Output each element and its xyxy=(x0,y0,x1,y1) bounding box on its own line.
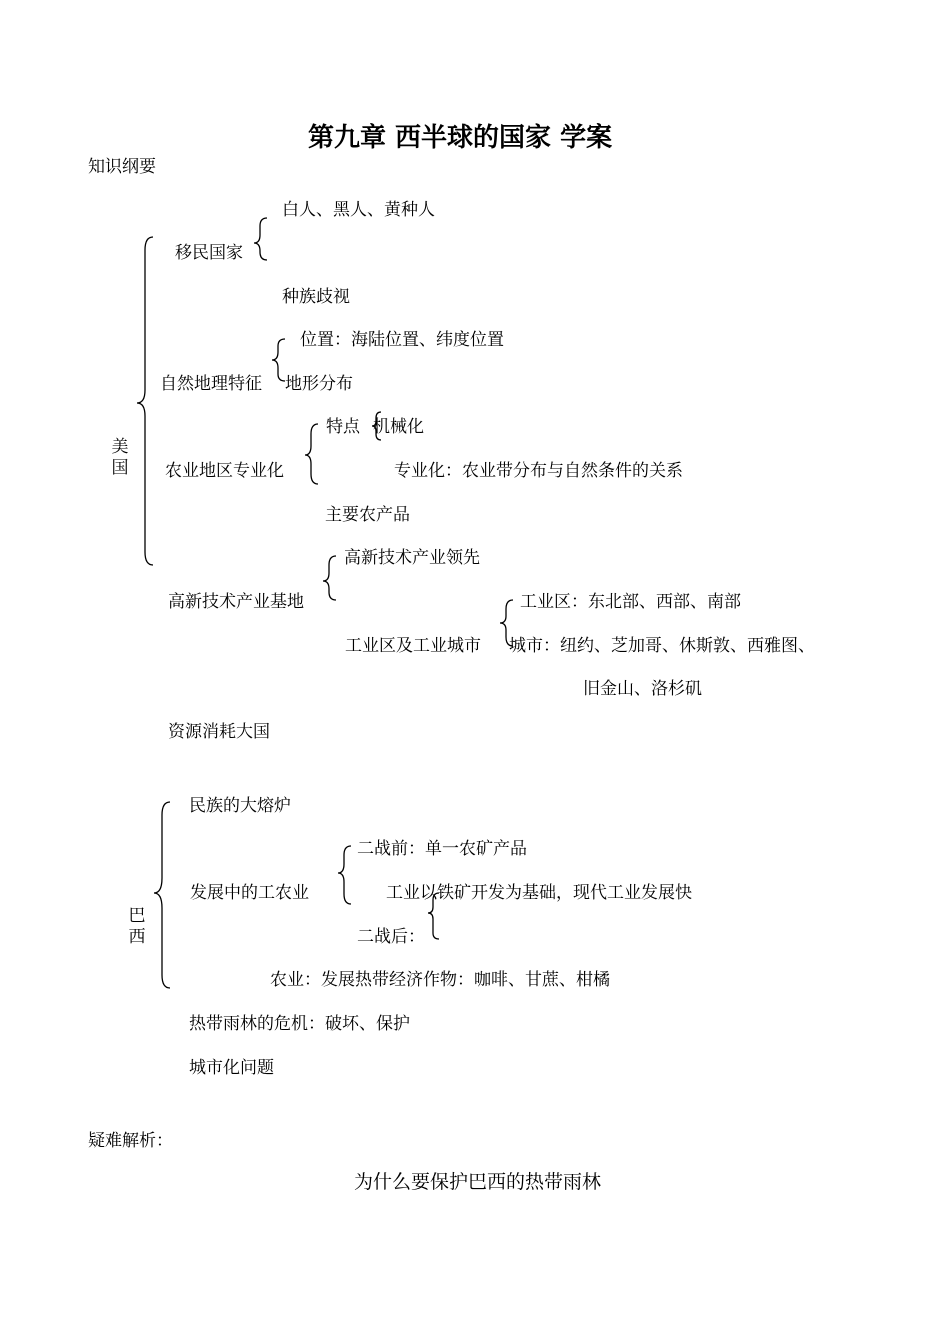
industry-text: 工业以铁矿开发为基础，现代工业发展快 xyxy=(386,883,692,903)
immigrants-label: 移民国家 xyxy=(175,243,243,263)
terrain-text: 地形分布 xyxy=(285,374,353,394)
agri-feature-text: 特点 xyxy=(326,417,360,437)
specialized-text: 专业化：农业带分布与自然条件的关系 xyxy=(394,461,683,481)
industrial-zones-text: 工业区：东北部、西部、南部 xyxy=(520,592,741,612)
mechanized-text: 机械化 xyxy=(373,417,424,437)
resource-text: 资源消耗大国 xyxy=(168,722,270,742)
products-text: 主要农产品 xyxy=(325,505,410,525)
discrimination-text: 种族歧视 xyxy=(282,287,350,307)
cities-text: 城市：纽约、芝加哥、休斯敦、西雅图、 xyxy=(509,636,815,656)
hitech-lead-text: 高新技术产业领先 xyxy=(344,548,480,568)
nature-label: 自然地理特征 xyxy=(160,374,262,394)
brazil-label: 巴西 xyxy=(128,906,146,947)
dev-label: 发展中的工农业 xyxy=(190,883,309,903)
question-text: 为什么要保护巴西的热带雨林 xyxy=(354,1171,602,1193)
cities-cont-text: 旧金山、洛杉矶 xyxy=(583,679,702,699)
usa-brace xyxy=(137,237,153,565)
hitech-label: 高新技术产业基地 xyxy=(168,592,304,612)
position-text: 位置：海陆位置、纬度位置 xyxy=(300,330,504,350)
nature-brace xyxy=(272,339,285,381)
hitech-brace xyxy=(323,556,336,600)
prewar-text: 二战前：单一农矿产品 xyxy=(357,839,527,859)
melting-pot-text: 民族的大熔炉 xyxy=(189,796,291,816)
usa-label: 美国 xyxy=(111,437,129,478)
urban-text: 城市化问题 xyxy=(189,1058,274,1078)
dev-brace xyxy=(338,846,351,904)
rainforest-text: 热带雨林的危机：破坏、保护 xyxy=(189,1014,410,1034)
outline-heading: 知识纲要 xyxy=(88,157,156,177)
immigrants-brace xyxy=(254,218,267,260)
agri-brace xyxy=(305,424,318,484)
page-title: 第九章 西半球的国家 学案 xyxy=(308,123,613,153)
agri-label: 农业地区专业化 xyxy=(165,461,284,481)
postwar-text: 二战后： xyxy=(357,927,425,947)
analysis-heading: 疑难解析： xyxy=(88,1131,173,1151)
zones-label: 工业区及工业城市 xyxy=(345,636,481,656)
races-text: 白人、黑人、黄种人 xyxy=(282,200,435,220)
brazil-brace xyxy=(154,802,170,988)
brazil-agri-text: 农业：发展热带经济作物：咖啡、甘蔗、柑橘 xyxy=(270,970,610,990)
